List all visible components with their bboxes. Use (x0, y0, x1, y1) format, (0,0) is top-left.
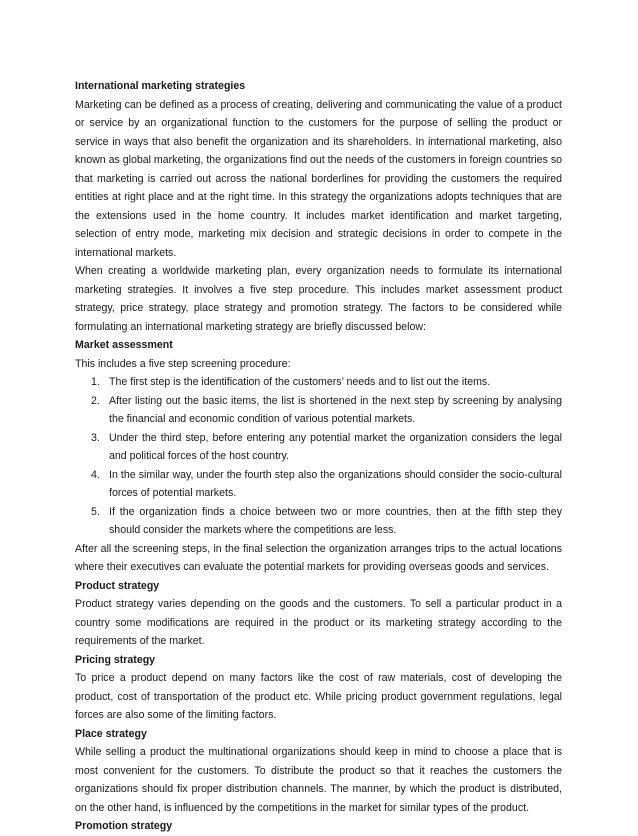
list-item (75, 373, 562, 392)
list-item (75, 429, 562, 466)
step-number: 1. (91, 376, 100, 388)
step-text: Under the third step, before entering any potential market the organization considers the legal and political forces of the host country. (109, 431, 562, 462)
document-title: International marketing strategies (75, 80, 246, 92)
pricing-strategy-text: To price a product depend on many factors like the cost of raw materials, cost of developing the product, cost of transportation of the product etc. While pricing product government regulations, legal forces are also some of the limiting factors. (75, 672, 562, 721)
screening-steps-list (75, 373, 562, 540)
step-number: 5. (91, 505, 100, 518)
step-text: The first step is the identification of the customers’ needs and to list out the items. (109, 376, 491, 388)
document-page (75, 77, 562, 836)
product-strategy-text: Product strategy varies depending on the goods and the customers. To sell a particular product in a country some modifications are required in the product or its marketing strategy according to the requirements of the market. (75, 598, 562, 647)
step-number: 4. (91, 468, 100, 481)
place-strategy-text: While selling a product the multinational organizations should keep in mind to choose a place that is most convenient for the customers. To distribute the product so that it reaches the customers the organizations should fix proper distribution channels. The manner, by which the product is distributed, on the other hand, is influenced by the competitions in the market for similar types of the product. (75, 746, 562, 814)
step-text: After listing out the basic items, the list is shortened in the next step by screening by analysing the financial and economic condition of various potential markets. (109, 394, 562, 425)
market-assessment-lead: This includes a five step screening procedure: (75, 357, 291, 370)
section-heading-pricing-strategy: Pricing strategy (75, 653, 156, 666)
list-item (75, 466, 562, 503)
section-heading-promotion-strategy: Promotion strategy (75, 820, 173, 832)
step-number: 2. (91, 394, 100, 407)
intro-paragraph: When creating a worldwide marketing plan, every organization needs to formulate its international marketing strategies. It involves a five step procedure. This includes market assessment product strategy, price strategy, place strategy and promotion strategy. The factors to be considered while formulating an international marketing strategy are briefly discussed below: (75, 265, 562, 333)
step-text: If the organization finds a choice between two or more countries, then at the fifth step they should consider the markets where the competitions are less. (109, 505, 562, 536)
market-assessment-closing: After all the screening steps, in the final selection the organization arranges trips to the actual locations where their executives can evaluate the potential markets for providing overseas goods and services. (75, 542, 562, 573)
section-heading-place-strategy: Place strategy (75, 727, 147, 740)
step-number: 3. (91, 431, 100, 444)
section-heading-market-assessment: Market assessment (75, 339, 173, 351)
intro-paragraph: Marketing can be defined as a process of creating, delivering and communicating the value of a product or service by an organizational function to the customers for the purpose of selling the product or service in ways that also benefit the organization and its shareholders. In international marketing, also known as global marketing, the organizations find out the needs of the customers in foreign countries so that marketing is carried out across the national borderlines for providing the customers the required entities at right place and at the right time. In this strategy the organizations adopts techniques that are the extensions used in the home country. It includes market identification and market targeting, selection of entry mode, marketing mix decision and strategic decisions in order to compete in the international markets. (75, 98, 563, 259)
list-item (75, 392, 562, 429)
list-item (75, 503, 562, 540)
step-text: In the similar way, under the fourth step also the organizations should consider the socio-cultural forces of potential markets. (109, 468, 562, 499)
section-heading-product-strategy: Product strategy (75, 579, 160, 592)
